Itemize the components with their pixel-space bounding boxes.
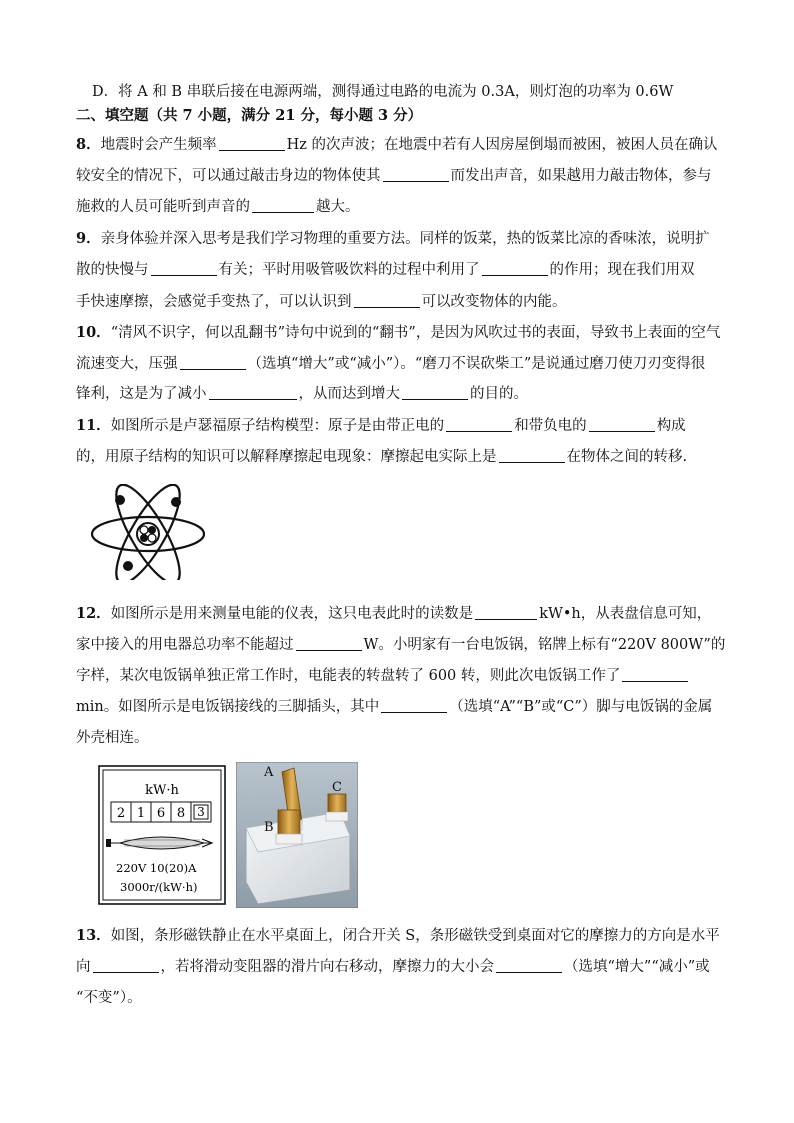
plug-label-a: A xyxy=(264,765,274,780)
q8-text: 施救的人员可能听到声音的 xyxy=(76,199,250,215)
meter-spec-text: 220V 10(20)A xyxy=(116,861,197,875)
plug-label-c: C xyxy=(332,780,342,795)
q11-text: 构成 xyxy=(656,418,686,434)
q13-line-3 xyxy=(76,988,736,1008)
atom-model-figure xyxy=(88,484,212,580)
q11-line-1 xyxy=(76,416,736,436)
nucleus xyxy=(137,523,159,545)
q9-number: 9． xyxy=(76,230,101,247)
meter-digit-4: 8 xyxy=(176,806,186,821)
q12-text: （选填“A”“B”或“C”）脚与电饭锅的金属 xyxy=(449,699,713,715)
q10-line-1 xyxy=(76,323,736,343)
q12-line-3 xyxy=(76,666,736,686)
option-d xyxy=(92,82,752,102)
q10-text: （选填“增大”或“减小”）。“磨刀不误砍柴工”是说通过磨刀使刀刃变得很 xyxy=(247,356,706,372)
q13-text: 向 xyxy=(76,959,91,975)
q10-text: “清风不识字，何以乱翻书”诗句中说到的“翻书”，是因为风吹过书的表面，导致书上表面的空气 xyxy=(110,325,721,341)
q8-blank-3[interactable] xyxy=(252,197,314,213)
q13-blank-1[interactable] xyxy=(93,957,159,973)
q13-text: “不变”）。 xyxy=(76,990,142,1006)
three-pin-plug-figure xyxy=(236,762,358,908)
q9-text: 有关；平时用吸管吸饮料的过程中利用了 xyxy=(218,262,480,278)
q11-text: 在物体之间的转移. xyxy=(566,449,688,465)
q13-line-2 xyxy=(76,957,736,977)
q12-blank-1[interactable] xyxy=(475,604,537,620)
q12-text: 如图所示是用来测量电能的仪表，这只电表此时的读数是 xyxy=(110,606,474,622)
q13-text: （选填“增大”“减小”或 xyxy=(564,959,710,975)
q10-text: ，从而达到增大 xyxy=(298,386,400,402)
q8-text: 较安全的情况下，可以通过敲击身边的物体使其 xyxy=(76,168,381,184)
electron-2 xyxy=(171,497,181,507)
meter-digit-2: 1 xyxy=(136,806,146,821)
q13-text: 如图，条形磁铁静止在水平桌面上，闭合开关 S，条形磁铁受到桌面对它的摩擦力的方向是水平 xyxy=(110,928,720,944)
q9-blank-3[interactable] xyxy=(354,292,420,308)
q8-blank-2[interactable] xyxy=(383,166,449,182)
q8-number: 8． xyxy=(76,136,101,153)
q10-blank-2[interactable] xyxy=(209,384,297,400)
q12-blank-3[interactable] xyxy=(622,666,688,682)
q8-text: 地震时会产生频率 xyxy=(100,137,217,153)
meter-digit-5: 3 xyxy=(197,805,205,819)
pin-b xyxy=(276,810,302,844)
meter-digit-1: 2 xyxy=(116,806,126,821)
atom-model-svg xyxy=(88,484,212,580)
q11-text: 和带负电的 xyxy=(514,418,587,434)
q12-line-4 xyxy=(76,697,736,717)
q9-blank-1[interactable] xyxy=(151,260,217,276)
q8-line-1 xyxy=(76,135,736,155)
q12-blank-2[interactable] xyxy=(296,635,362,651)
q10-text: 流速变大，压强 xyxy=(76,356,178,372)
q9-text: 手快速摩擦，会感觉手变热了，可以认识到 xyxy=(76,294,352,310)
q12-text: 字样，某次电饭锅单独正常工作时，电能表的转盘转了 600 转，则此次电饭锅工作了 xyxy=(76,668,621,684)
q9-line-1 xyxy=(76,229,736,249)
q12-number: 12． xyxy=(76,605,111,622)
q11-text: 的，用原子结构的知识可以解释摩擦起电现象：摩擦起电实际上是 xyxy=(76,449,497,465)
electron-1 xyxy=(115,495,125,505)
energy-meter-figure xyxy=(98,765,226,905)
q10-line-2 xyxy=(76,354,736,374)
q8-line-3 xyxy=(76,197,736,217)
q12-line-2 xyxy=(76,635,736,655)
q8-blank-1[interactable] xyxy=(219,135,285,151)
q13-text: ，若将滑动变阻器的滑片向右移动，摩擦力的大小会 xyxy=(160,959,494,975)
q9-text: 的作用；现在我们用双 xyxy=(549,262,695,278)
q11-blank-2[interactable] xyxy=(589,416,655,432)
q9-text: 可以改变物体的内能。 xyxy=(421,294,567,310)
q9-text: 散的快慢与 xyxy=(76,262,149,278)
q11-number: 11． xyxy=(76,417,111,434)
q10-line-3 xyxy=(76,384,736,404)
q10-text: 的目的。 xyxy=(470,386,528,402)
q9-text: 亲身体验并深入思考是我们学习物理的重要方法。同样的饭菜，热的饭菜比凉的香味浓，说明扩 xyxy=(100,231,710,247)
q12-text: kW•h，从表盘信息可知， xyxy=(539,606,712,622)
q12-text: 外壳相连。 xyxy=(76,730,149,746)
q10-blank-3[interactable] xyxy=(402,384,468,400)
q12-text: W。小明家有一台电饭锅，铭牌上标有“220V 800W”的 xyxy=(363,637,726,653)
q8-text: 而发出声音，如果越用力敲击物体，参与 xyxy=(450,168,712,184)
q11-line-2 xyxy=(76,447,736,467)
q12-line-1 xyxy=(76,604,736,624)
q13-blank-2[interactable] xyxy=(496,957,562,973)
plug-label-b: B xyxy=(264,820,274,835)
q11-blank-1[interactable] xyxy=(446,416,512,432)
q11-blank-3[interactable] xyxy=(499,447,565,463)
q9-line-2 xyxy=(76,260,736,280)
meter-digit-3: 6 xyxy=(156,806,166,821)
q8-text: 越大。 xyxy=(316,199,360,215)
meter-unit-label: kW·h xyxy=(145,783,179,798)
q12-line-5 xyxy=(76,728,736,748)
option-d-text: D．将 A 和 B 串联后接在电源两端，测得通过电路的电流为 0.3A，则灯泡的功率为 0.6W xyxy=(92,84,674,100)
q9-blank-2[interactable] xyxy=(482,260,548,276)
section-title: 二、填空题（共 7 小题，满分 21 分，每小题 3 分） xyxy=(76,107,423,124)
q12-text: min。如图所示是电饭锅接线的三脚插头，其中 xyxy=(76,699,380,715)
pin-c xyxy=(326,794,348,821)
q12-text: 家中接入的用电器总功率不能超过 xyxy=(76,637,294,653)
q10-text: 锋利，这是为了减小 xyxy=(76,386,207,402)
electron-3 xyxy=(123,561,133,571)
q10-blank-1[interactable] xyxy=(180,354,246,370)
q13-number: 13． xyxy=(76,927,111,944)
q8-line-2 xyxy=(76,166,736,186)
q13-line-1 xyxy=(76,926,736,946)
meter-rate-text: 3000r/(kW·h) xyxy=(120,880,198,894)
q11-text: 如图所示是卢瑟福原子结构模型：原子是由带正电的 xyxy=(110,418,445,434)
q8-text: Hz 的次声波；在地震中若有人因房屋倒塌而被困，被困人员在确认 xyxy=(286,137,718,153)
energy-meter-svg xyxy=(98,765,226,905)
q10-number: 10． xyxy=(76,324,111,341)
q9-line-3 xyxy=(76,292,736,312)
q12-blank-4[interactable] xyxy=(381,697,447,713)
three-pin-plug-svg xyxy=(236,762,358,908)
